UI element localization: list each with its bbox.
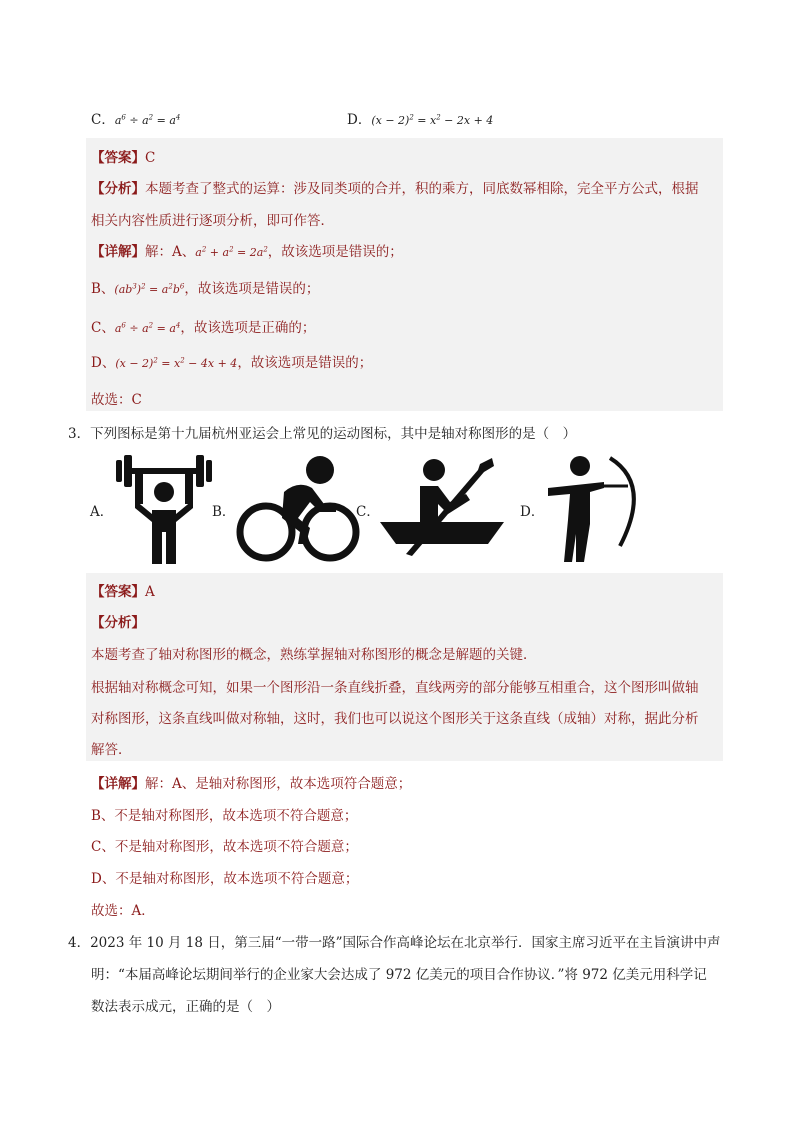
q2-analysis-line2: 相关内容性质进行逐项分析，即可作答． <box>91 213 334 229</box>
q3-analysis-line1: 本题考查了轴对称图形的概念，熟练掌握轴对称图形的概念是解题的关键． <box>91 647 537 663</box>
q3-analysis-line2: 根据轴对称概念可知，如果一个图形沿一条直线折叠，直线两旁的部分能够互相重合，这个图形叫做轴 <box>91 680 699 696</box>
archery-icon <box>544 454 646 564</box>
q3-label-a: A． <box>90 504 114 520</box>
q2-option-d-formula: $(x - 2)^2 = x^2 - 2x + 4$ <box>371 113 494 127</box>
q2-analysis-line1: 【分析】本题考查了整式的运算：涉及同类项的合并，积的乘方，同底数幂相除，完全平方公式，根据 <box>91 181 699 197</box>
q2-option-c: C．$a^6 \div a^2 = a^4$ <box>91 112 181 128</box>
q3-detail-a: 【详解】解：A、是轴对称图形，故本选项符合题意； <box>91 776 412 792</box>
q3-label-b: B． <box>212 504 236 520</box>
q3-answer-block <box>86 573 723 761</box>
q2-detail-c-formula: $a^6 \div a^2 = a^4$ <box>114 321 181 335</box>
q3-analysis-line3: 对称图形，这条直线叫做对称轴，这时，我们也可以说这个图形关于这条直线（成轴）对称，据此分析 <box>91 711 699 727</box>
q2-answer: 【答案】C <box>91 150 156 166</box>
q2-option-d: D．$(x - 2)^2 = x^2 - 2x + 4$ <box>347 112 494 128</box>
q2-detail-d-formula: $(x - 2)^2 = x^2 - 4x + 4$ <box>115 356 238 370</box>
cycling-icon <box>236 452 360 564</box>
q3-detail-b: B、不是轴对称图形，故本选项不符合题意； <box>91 808 358 824</box>
q2-choose: 故选：C <box>91 392 142 408</box>
q3-choose: 故选：A． <box>91 903 155 919</box>
q4-stem-line3: 数法表示成元，正确的是（ ） <box>91 999 280 1015</box>
q2-detail-a: 【详解】解：A、$a^2 + a^2 = 2a^2$，故该选项是错误的； <box>91 244 403 260</box>
q3-analysis-tag: 【分析】 <box>91 615 145 631</box>
q2-detail-a-formula: $a^2 + a^2 = 2a^2$ <box>195 245 268 259</box>
q2-detail-c: C、$a^6 \div a^2 = a^4$，故该选项是正确的； <box>91 320 316 336</box>
q3-analysis-line4: 解答． <box>91 742 132 758</box>
q2-detail-b: B、$(ab^3)^2 = a^2b^6$，故该选项是错误的； <box>91 281 320 297</box>
q3-detail-d: D、不是轴对称图形，故本选项不符合题意； <box>91 871 359 887</box>
q3-label-d: D． <box>520 504 545 520</box>
q3-detail-c: C、不是轴对称图形，故本选项不符合题意； <box>91 839 358 855</box>
q3-answer: 【答案】A <box>91 584 155 600</box>
q2-detail-d: D、$(x - 2)^2 = x^2 - 4x + 4$，故该选项是错误的； <box>91 355 373 371</box>
q4-stem-line2: 明：“本届高峰论坛期间举行的企业家大会达成了 972 亿美元的项目合作协议．”将 972 亿美元用科学记 <box>91 967 707 983</box>
weightlifting-icon <box>114 450 214 566</box>
q3-stem: 3．下列图标是第十九届杭州亚运会上常见的运动图标，其中是轴对称图形的是（ ） <box>68 426 577 442</box>
q2-option-c-formula: $a^6 \div a^2 = a^4$ <box>114 113 181 127</box>
q2-detail-b-formula: $(ab^3)^2 = a^2b^6$ <box>114 282 185 296</box>
q3-label-c: C． <box>356 504 380 520</box>
rowing-icon <box>380 458 504 558</box>
q4-stem-line1: 4．2023 年 10 月 18 日，第三届“一带一路”国际合作高峰论坛在北京举行．国家主席习近平在主旨演讲中声 <box>68 935 721 951</box>
